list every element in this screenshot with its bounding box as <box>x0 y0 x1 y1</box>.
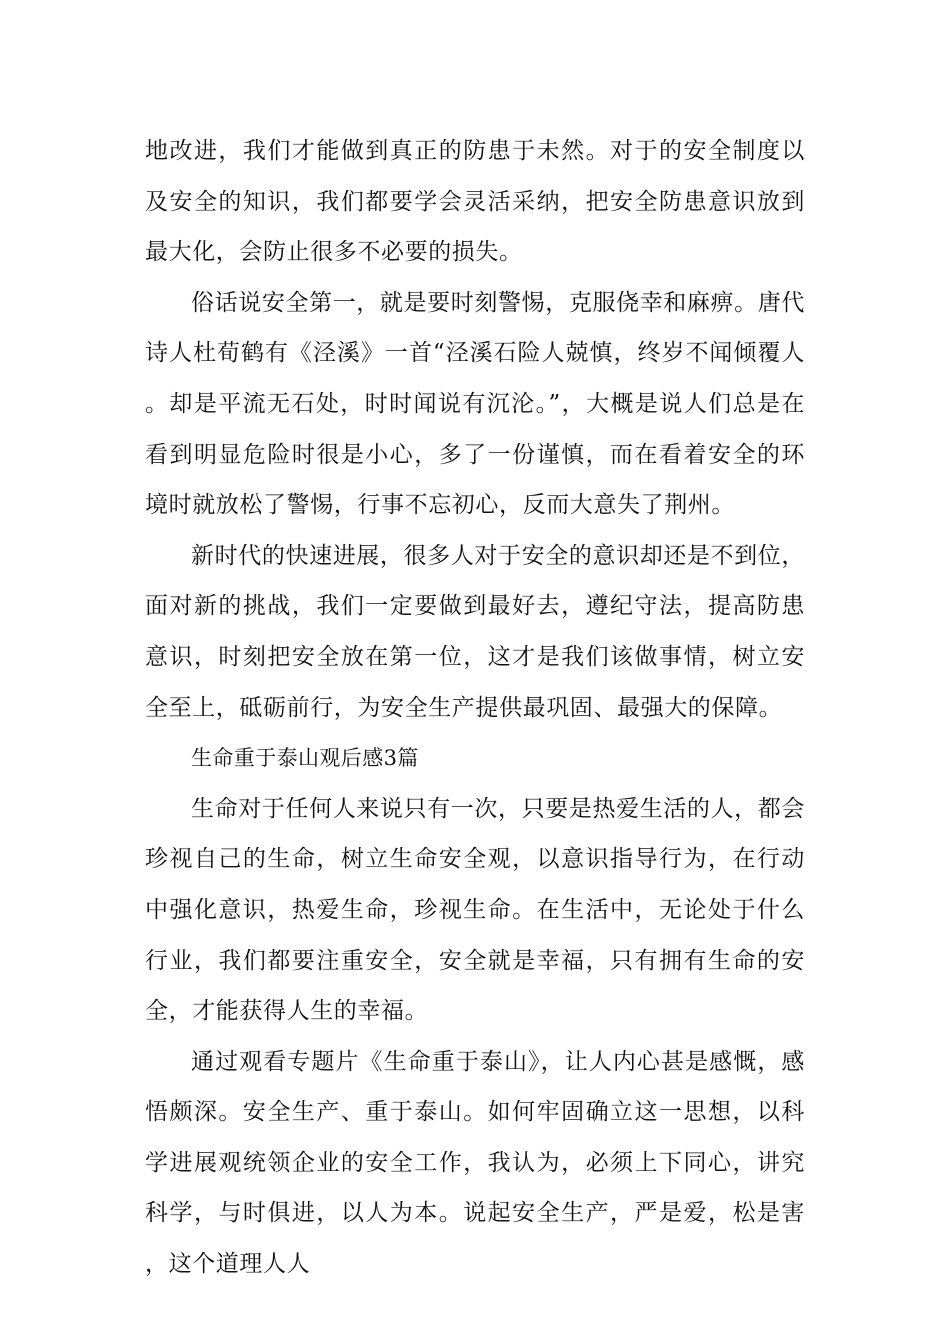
paragraph-new-era: 新时代的快速进展，很多人对于安全的意识却还是不到位，面对新的挑战，我们一定要做到最好去，遵纪守法，提高防患意识，时刻把安全放在第一位，这才是我们该做事情，树立安全至上，砥砺前行，为安全生产提供最巩固、最强大的保障。 <box>145 542 805 721</box>
section-heading: 生命重于泰山观后感3篇 <box>191 746 419 771</box>
document-page <box>145 126 805 1290</box>
paragraph-continuation: 地改进，我们才能做到真正的防患于未然。对于的安全制度以及安全的知识，我们都要学会灵活采纳，把安全防患意识放到最大化，会防止很多不必要的损失。 <box>145 138 805 266</box>
paragraph-documentary: 通过观看专题片《生命重于泰山》，让人内心甚是感慨，感悟颇深。安全生产、重于泰山。如何牢固确立这一思想，以科学进展观统领企业的安全工作，我认为，必须上下同心，讲究科学，与时俱进，以人为本。说起安全生产，严是爱，松是害，这个道理人人 <box>145 1048 805 1278</box>
paragraph-life-once: 生命对于任何人来说只有一次，只要是热爱生活的人，都会珍视自己的生命，树立生命安全观，以意识指导行为，在行动中强化意识，热爱生命，珍视生命。在生活中，无论处于什么行业，我们都要注重安全，安全就是幸福，只有拥有生命的安全，才能获得人生的幸福。 <box>145 795 805 1025</box>
paragraph-proverb: 俗话说安全第一，就是要时刻警惕，克服侥幸和麻痹。唐代诗人杜荀鹤有《泾溪》一首“泾溪石险人兢慎，终岁不闻倾覆人。却是平流无石处，时时闻说有沉沦。”，大概是说人们总是在看到明显危险时很是小心，多了一份谨慎，而在看着安全的环境时就放松了警惕，行事不忘初心，反而大意失了荆州。 <box>145 289 805 519</box>
